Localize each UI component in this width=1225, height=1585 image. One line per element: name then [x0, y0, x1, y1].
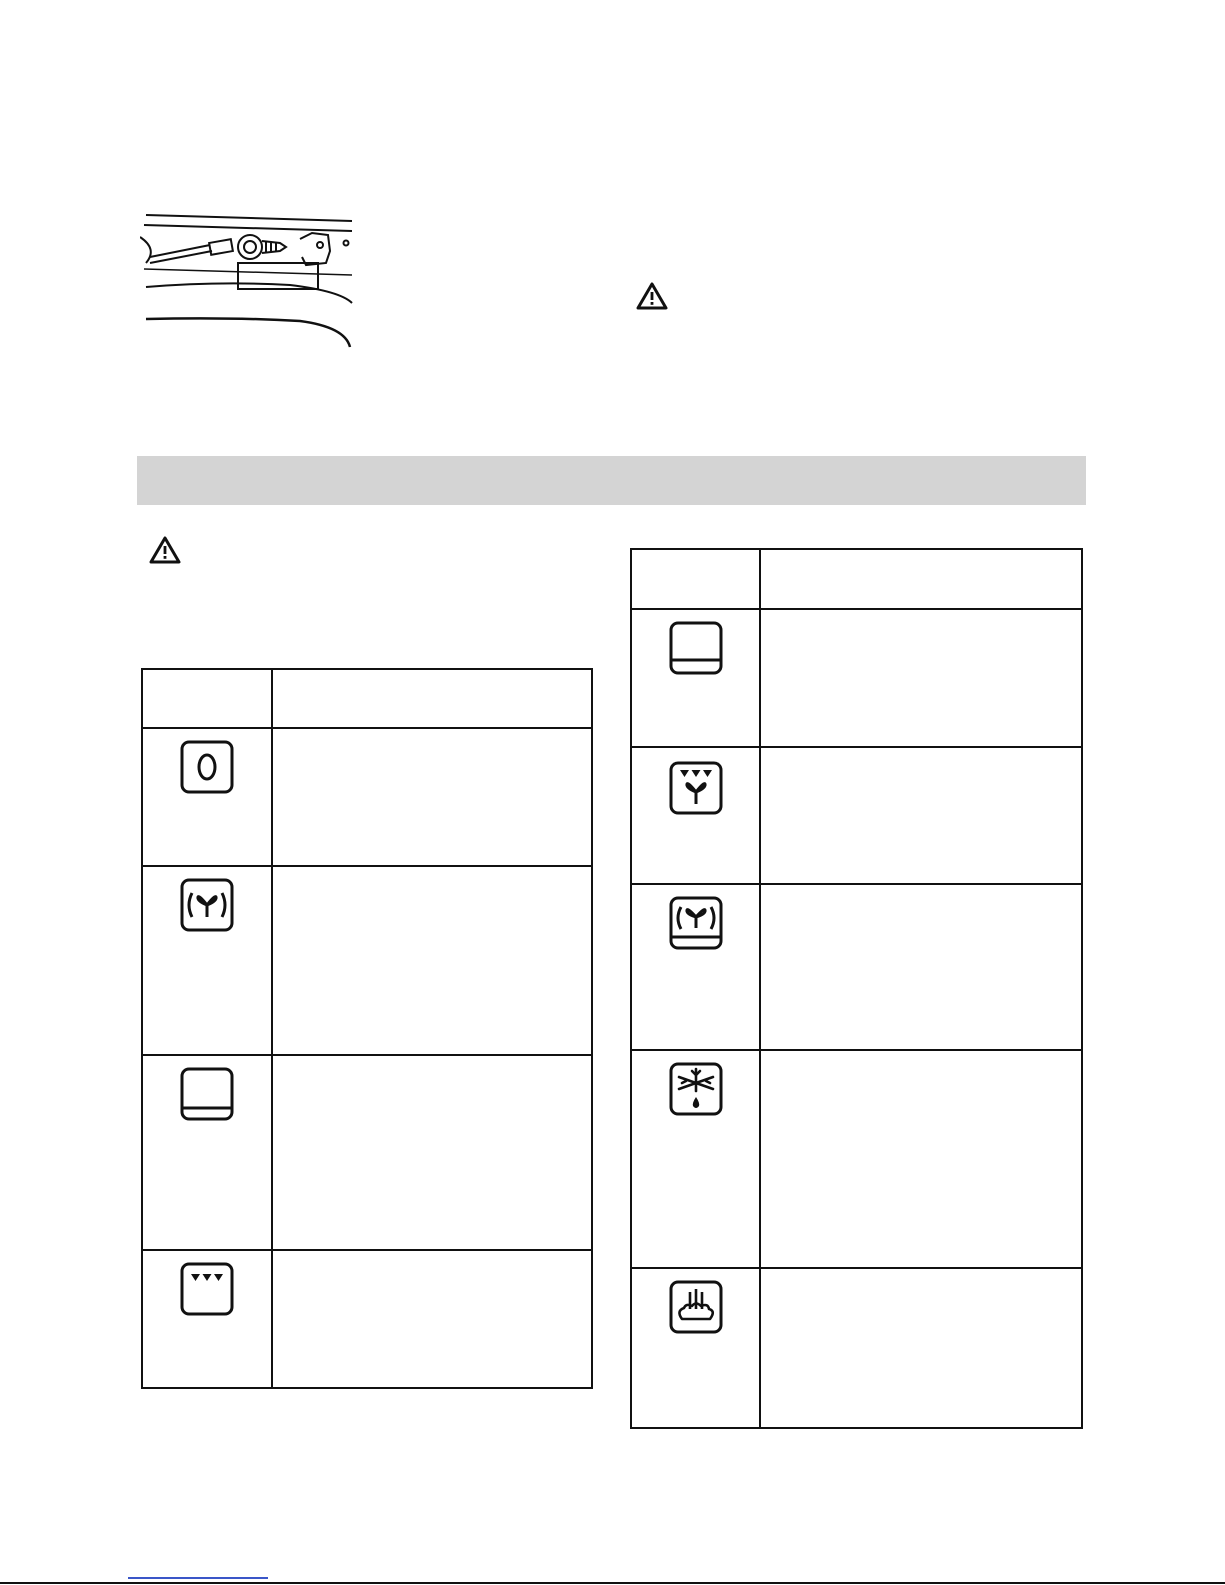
symbol-header	[631, 549, 760, 609]
top-heat-triangles-icon	[179, 1261, 235, 1317]
icon-cell	[631, 747, 760, 884]
fan-ring-bottom-heat-icon	[668, 895, 724, 951]
steam-cloud-icon	[668, 1279, 724, 1335]
table-row	[631, 1050, 1082, 1268]
warning-left	[148, 535, 182, 565]
warning-upper	[635, 281, 669, 311]
function-header	[760, 549, 1082, 609]
icon-cell	[631, 1268, 760, 1428]
icon-cell	[142, 1055, 272, 1250]
table-row	[142, 728, 592, 866]
warning-triangle-icon	[148, 535, 182, 565]
screwdriver-hinge-drawing	[140, 205, 360, 355]
icon-cell	[631, 884, 760, 1050]
row-description	[760, 609, 1082, 747]
row-description	[272, 1055, 592, 1250]
table-row	[142, 1055, 592, 1250]
icon-cell	[631, 1050, 760, 1268]
table-row	[142, 1250, 592, 1388]
icon-cell	[142, 1250, 272, 1388]
row-description	[272, 728, 592, 866]
row-description	[760, 1268, 1082, 1428]
fan-grill-icon	[668, 760, 724, 816]
table-row	[142, 866, 592, 1055]
right-function-table	[630, 548, 1083, 1429]
icon-cell	[142, 866, 272, 1055]
table-row	[631, 884, 1082, 1050]
table-row	[631, 609, 1082, 747]
bottom-heat-icon	[179, 1066, 235, 1122]
table-header-row	[142, 669, 592, 728]
warning-triangle-icon	[635, 281, 669, 311]
icon-cell	[631, 609, 760, 747]
icon-cell	[142, 728, 272, 866]
fan-with-ring-heater-icon	[179, 877, 235, 933]
row-description	[272, 1250, 592, 1388]
table-row	[631, 747, 1082, 884]
left-function-table	[141, 668, 593, 1389]
row-description	[760, 747, 1082, 884]
table-header-row	[631, 549, 1082, 609]
row-description	[760, 884, 1082, 1050]
hinge-illustration	[140, 205, 360, 355]
function-header	[272, 669, 592, 728]
off-zero-icon	[179, 739, 235, 795]
symbol-header	[142, 669, 272, 728]
row-description	[760, 1050, 1082, 1268]
row-description	[272, 866, 592, 1055]
defrost-snowflake-icon	[668, 1061, 724, 1117]
table-row	[631, 1268, 1082, 1428]
footer-rule	[0, 1582, 1225, 1584]
footer-link-underline	[128, 1577, 268, 1579]
bottom-heat-icon	[668, 620, 724, 676]
section-heading-band	[137, 456, 1086, 505]
